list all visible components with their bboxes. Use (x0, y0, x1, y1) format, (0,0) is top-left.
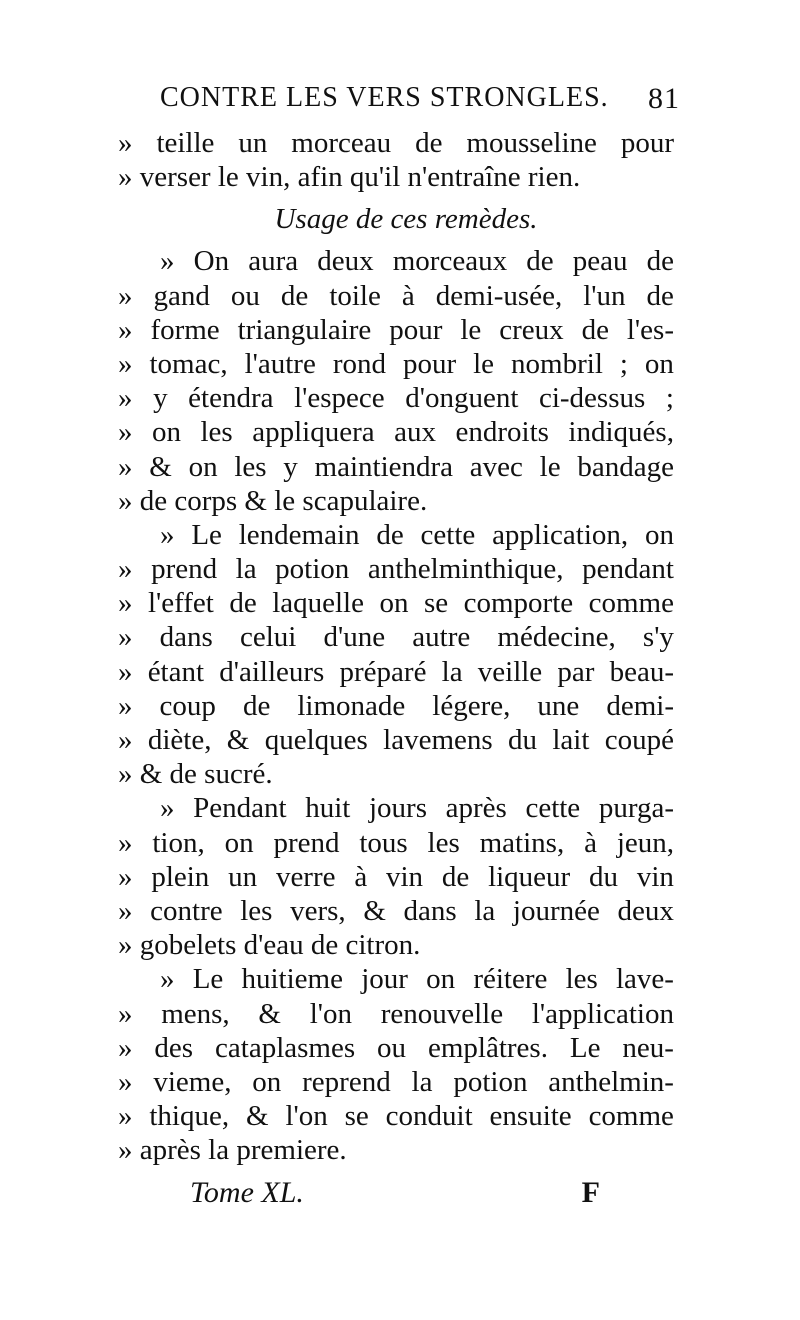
text-line: » thique, & l'on se conduit ensuite comme (118, 1100, 674, 1133)
text-line: » après la premiere. (118, 1134, 347, 1167)
text-line: » dans celui d'une autre médecine, s'y (118, 621, 674, 654)
text-line: » contre les vers, & dans la journée deux (118, 894, 674, 927)
text-line: » étant d'ailleurs préparé la veille par beau- (118, 655, 674, 688)
page-footer (190, 1176, 600, 1220)
volume-label: Tome XL. (190, 1176, 304, 1209)
text-line: » forme triangulaire pour le creux de l'es- (118, 313, 674, 346)
text-line: » de corps & le scapulaire. (118, 484, 428, 517)
text-line: » tion, on prend tous les matins, à jeun, (118, 826, 674, 859)
text-line: » des cataplasmes ou emplâtres. Le neu- (118, 1031, 674, 1064)
text-line: » mens, & l'on renouvelle l'application (118, 997, 674, 1030)
text-line: » Le lendemain de cette application, on (160, 518, 674, 551)
body-text (118, 126, 674, 1167)
text-line: » plein un verre à vin de liqueur du vin (118, 860, 674, 893)
text-line: » gobelets d'eau de citron. (118, 929, 421, 962)
text-line: » & on les y maintiendra avec le bandage (118, 450, 674, 483)
text-line: » Le huitieme jour on réitere les lave- (160, 963, 674, 996)
text-line: » vieme, on reprend la potion anthelmin- (118, 1065, 674, 1098)
text-line: » l'effet de laquelle on se comporte comme (118, 587, 674, 620)
text-line: » gand ou de toile à demi-usée, l'un de (118, 279, 674, 312)
text-line: » Pendant huit jours après cette purga- (160, 792, 674, 825)
page-number: 81 (648, 82, 680, 115)
text-line: » on les appliquera aux endroits indiqués, (118, 416, 674, 449)
text-line: » teille un morceau de mousseline pour (118, 127, 674, 159)
text-line: » verser le vin, afin qu'il n'entraîne rien. (118, 161, 581, 194)
text-line: » prend la potion anthelminthique, pendant (118, 553, 674, 586)
text-line: » tomac, l'autre rond pour le nombril ; on (118, 347, 674, 380)
signature-mark: F (581, 1176, 600, 1209)
text-line: » On aura deux morceaux de peau de (160, 245, 674, 278)
running-header (160, 82, 680, 126)
running-title: CONTRE LES VERS STRONGLES. (160, 82, 609, 113)
text-line: » y étendra l'espece d'onguent ci-dessus ; (118, 382, 674, 415)
text-line: » & de sucré. (118, 758, 273, 791)
text-line: » diète, & quelques lavemens du lait coupé (118, 724, 674, 756)
section-heading: Usage de ces remèdes. (274, 203, 538, 236)
text-line: » coup de limonade légere, une demi- (118, 689, 674, 722)
